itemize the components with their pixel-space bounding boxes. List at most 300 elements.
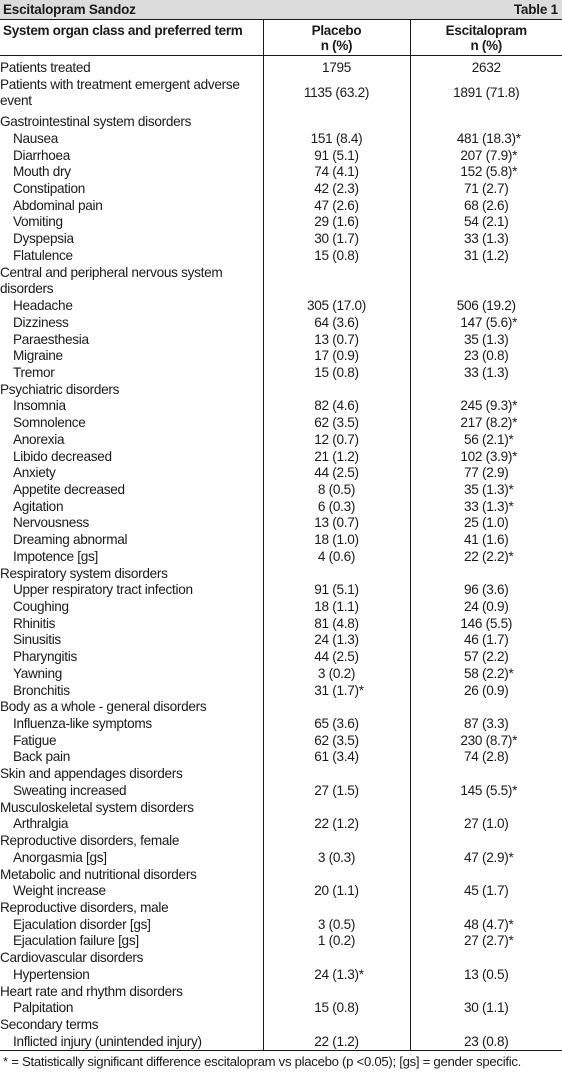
placebo-cell: 1795 (263, 60, 410, 77)
placebo-cell (263, 214, 410, 231)
significance-marker: * (512, 314, 518, 330)
escitalopram-cell-value-wrap (464, 632, 508, 647)
placebo-cell-value-wrap (318, 933, 355, 948)
term-cell: Back pain (13, 749, 70, 765)
summary-row (0, 60, 562, 77)
table-row (0, 883, 562, 900)
placebo-cell (263, 883, 410, 900)
placebo-cell (263, 231, 410, 248)
significance-marker: * (358, 682, 364, 698)
escitalopram-cell-value-wrap (464, 933, 514, 949)
significance-marker: * (512, 448, 518, 464)
term-cell: Pharyngitis (13, 649, 77, 665)
escitalopram-cell (410, 148, 562, 165)
term-cell: Ejaculation disorder [gs] (13, 916, 151, 932)
placebo-cell-empty (263, 833, 410, 850)
placebo-cell-value: 24 (1.3) (314, 966, 359, 982)
escitalopram-cell-value-wrap (464, 599, 508, 614)
table-row (0, 549, 562, 566)
escitalopram-cell-value: 35 (1.3) (464, 331, 509, 347)
term-cell: Abdominal pain (13, 197, 103, 213)
group-heading: Gastrointestinal system disorders (0, 114, 192, 130)
significance-marker: * (512, 782, 518, 798)
escitalopram-cell-value: 77 (2.9) (464, 465, 509, 481)
placebo-cell (263, 465, 410, 482)
escitalopram-cell-value: 23 (0.8) (464, 1033, 509, 1049)
table-row (0, 298, 562, 315)
placebo-cell-value: 17 (0.9) (314, 348, 359, 364)
table-row (0, 632, 562, 649)
placebo-cell-value: 3 (0.2) (317, 665, 356, 681)
escitalopram-cell (410, 549, 562, 566)
placebo-cell-value-wrap (318, 850, 355, 865)
escitalopram-cell (410, 967, 562, 984)
term-cell: Sweating increased (13, 782, 127, 798)
placebo-cell (263, 1000, 410, 1017)
table-row (0, 214, 562, 231)
placebo-cell-value-wrap (314, 465, 358, 480)
placebo-cell-value-wrap (314, 1034, 358, 1049)
placebo-cell (263, 348, 410, 365)
escitalopram-cell-value-wrap (464, 532, 508, 547)
table-row (0, 415, 562, 432)
placebo-cell-value-wrap (314, 198, 358, 213)
placebo-cell-value: 30 (1.7) (314, 231, 359, 247)
escitalopram-cell-value-wrap (464, 665, 514, 681)
table-row (0, 365, 562, 382)
placebo-cell-value-wrap (314, 398, 358, 413)
term-cell: Ejaculation failure [gs] (13, 933, 139, 949)
placebo-cell-value: 305 (17.0) (307, 298, 366, 314)
escitalopram-cell-value-wrap (464, 214, 508, 229)
placebo-cell-value: 31 (1.7) (314, 682, 359, 698)
placebo-cell-empty (263, 900, 410, 917)
column-header-placebo (263, 20, 410, 56)
escitalopram-cell-value: 48 (4.7) (464, 916, 509, 932)
escitalopram-cell-value-wrap (456, 130, 521, 146)
escitalopram-cell-empty (410, 382, 562, 399)
table-row (0, 749, 562, 766)
table-body (0, 56, 562, 1051)
placebo-cell-value-wrap (314, 966, 364, 982)
escitalopram-cell-value-wrap (464, 683, 508, 698)
placebo-cell-value-wrap (314, 415, 358, 430)
escitalopram-cell-value: 25 (1.0) (464, 515, 509, 531)
escitalopram-cell (410, 632, 562, 649)
table-row (0, 432, 562, 449)
escitalopram-cell-value: 33 (1.3) (464, 231, 509, 247)
significance-marker: * (508, 916, 514, 932)
placebo-cell (263, 164, 410, 181)
significance-marker: * (512, 415, 518, 431)
term-cell: Coughing (13, 599, 69, 614)
placebo-cell-value-wrap (314, 315, 358, 330)
escitalopram-cell (410, 1034, 562, 1051)
column-header-escitalopram-unit: n (%) (470, 38, 502, 53)
term-cell: Influenza-like symptoms (13, 716, 152, 732)
table-row (0, 198, 562, 215)
group-heading-row (0, 900, 562, 917)
placebo-cell-value-wrap (314, 1000, 358, 1015)
placebo-cell-value: 21 (1.2) (314, 448, 359, 464)
term-cell: Sinusitis (13, 632, 61, 648)
placebo-cell-value-wrap (318, 917, 355, 932)
table-header-row (0, 20, 562, 56)
significance-marker: * (508, 498, 514, 514)
placebo-cell (263, 917, 410, 934)
placebo-cell-value-wrap (314, 883, 358, 898)
group-heading-row (0, 1017, 562, 1034)
placebo-cell (263, 148, 410, 165)
placebo-cell-empty (263, 566, 410, 583)
table-row (0, 465, 562, 482)
escitalopram-cell-empty (410, 699, 562, 716)
significance-marker: * (508, 933, 514, 949)
placebo-cell-value-wrap (314, 599, 358, 614)
term-cell: Weight increase (13, 883, 106, 899)
term-cell: Constipation (13, 181, 85, 197)
placebo-cell-value-wrap (314, 432, 358, 447)
escitalopram-cell (410, 449, 562, 466)
escitalopram-cell-value: 31 (1.2) (464, 247, 509, 263)
placebo-cell (263, 398, 410, 415)
placebo-cell-value: 24 (1.3) (314, 632, 359, 648)
placebo-cell (263, 298, 410, 315)
term-cell: Palpitation (13, 1000, 74, 1016)
escitalopram-cell-value: 145 (5.5) (460, 782, 513, 798)
escitalopram-cell (410, 582, 562, 599)
document-title: Escitalopram Sandoz (3, 2, 136, 17)
escitalopram-cell-value: 74 (2.8) (464, 749, 509, 765)
adverse-events-table (0, 20, 562, 1051)
escitalopram-cell-value: 71 (2.7) (464, 181, 509, 197)
escitalopram-cell-value-wrap (464, 883, 508, 898)
placebo-cell (263, 332, 410, 349)
group-heading: Psychiatric disorders (0, 381, 120, 397)
summary-label: Patients treated (0, 60, 91, 75)
placebo-cell (263, 515, 410, 532)
placebo-cell (263, 683, 410, 700)
escitalopram-cell-value: 22 (2.2) (464, 548, 509, 564)
placebo-cell-value: 3 (0.3) (317, 849, 356, 865)
placebo-cell-value-wrap (314, 181, 358, 196)
escitalopram-cell-empty (410, 833, 562, 850)
table-row (0, 148, 562, 165)
placebo-cell-value: 6 (0.3) (317, 498, 356, 514)
escitalopram-cell (410, 432, 562, 449)
table-row (0, 599, 562, 616)
placebo-cell-value: 151 (8.4) (310, 130, 363, 146)
escitalopram-cell (410, 248, 562, 265)
escitalopram-cell (410, 917, 562, 934)
escitalopram-cell-value-wrap (460, 415, 518, 431)
escitalopram-cell-value-wrap (464, 198, 508, 213)
escitalopram-cell (410, 198, 562, 215)
group-heading: Musculoskeletal system disorders (0, 799, 194, 815)
escitalopram-cell-empty (410, 900, 562, 917)
placebo-cell-value-wrap (314, 816, 358, 831)
group-heading: Reproductive disorders, female (0, 833, 180, 849)
group-heading-row (0, 867, 562, 884)
escitalopram-cell (410, 1000, 562, 1017)
placebo-cell (263, 967, 410, 984)
table-row (0, 917, 562, 934)
placebo-cell (263, 1034, 410, 1051)
table-row (0, 398, 562, 415)
placebo-cell-value: 44 (2.5) (314, 465, 359, 481)
escitalopram-cell (410, 683, 562, 700)
term-cell: Somnolence (13, 415, 86, 431)
escitalopram-cell-value: 147 (5.6) (460, 314, 513, 330)
table-row (0, 716, 562, 733)
placebo-cell-value-wrap (314, 148, 358, 163)
group-heading-row (0, 833, 562, 850)
placebo-cell-value: 47 (2.6) (314, 197, 359, 213)
escitalopram-cell-value-wrap (460, 147, 518, 163)
placebo-cell-value: 20 (1.1) (314, 883, 359, 899)
escitalopram-cell-empty (410, 950, 562, 967)
table-row (0, 1000, 562, 1017)
group-heading-row (0, 766, 562, 783)
significance-marker: * (508, 665, 514, 681)
escitalopram-cell (410, 181, 562, 198)
escitalopram-cell (410, 733, 562, 750)
placebo-cell (263, 482, 410, 499)
placebo-cell (263, 315, 410, 332)
escitalopram-cell-value: 230 (8.7) (460, 732, 513, 748)
escitalopram-cell-value: 102 (3.9) (460, 448, 513, 464)
escitalopram-cell-empty (410, 265, 562, 298)
escitalopram-cell-value: 23 (0.8) (464, 348, 509, 364)
escitalopram-cell-value: 217 (8.2) (460, 415, 513, 431)
placebo-cell-value: 13 (0.7) (314, 331, 359, 347)
placebo-cell-empty (263, 984, 410, 1001)
placebo-cell-value: 22 (1.2) (314, 816, 359, 832)
escitalopram-cell (410, 348, 562, 365)
escitalopram-cell (410, 465, 562, 482)
placebo-cell-value: 3 (0.5) (317, 916, 356, 932)
escitalopram-cell-value-wrap (460, 732, 518, 748)
escitalopram-cell-value: 506 (19.2) (456, 298, 516, 314)
placebo-cell-value: 8 (0.5) (317, 481, 356, 497)
escitalopram-cell-value-wrap (464, 649, 508, 664)
placebo-cell-empty (263, 800, 410, 817)
group-heading: Central and peripheral nervous system disorders (0, 264, 223, 297)
placebo-cell-value: 44 (2.5) (314, 649, 359, 665)
group-heading: Body as a whole - general disorders (0, 699, 207, 715)
placebo-cell-value-wrap (314, 515, 358, 530)
escitalopram-cell-value-wrap (460, 448, 518, 464)
placebo-cell-empty (263, 382, 410, 399)
placebo-cell (263, 582, 410, 599)
significance-marker: * (515, 130, 521, 146)
escitalopram-cell-value-wrap (464, 181, 508, 196)
escitalopram-cell-value: 30 (1.1) (464, 1000, 509, 1016)
term-cell: Dyspepsia (13, 231, 74, 247)
placebo-cell-value-wrap (314, 783, 358, 798)
group-heading: Metabolic and nutritional disorders (0, 866, 197, 882)
escitalopram-cell (410, 666, 562, 683)
placebo-cell (263, 131, 410, 148)
placebo-cell (263, 449, 410, 466)
group-heading-row (0, 265, 562, 298)
placebo-cell-value: 29 (1.6) (314, 214, 359, 230)
group-heading-row (0, 566, 562, 583)
term-cell: Vomiting (13, 214, 63, 230)
table-row (0, 231, 562, 248)
placebo-cell-value-wrap (314, 164, 358, 179)
escitalopram-cell-value: 152 (5.8) (460, 164, 513, 180)
placebo-cell-value: 61 (3.4) (314, 749, 359, 765)
placebo-cell-value-wrap (314, 582, 358, 597)
escitalopram-cell-value-wrap (464, 967, 508, 982)
significance-marker: * (512, 732, 518, 748)
escitalopram-cell-value-wrap (457, 298, 516, 313)
placebo-cell-value: 4 (0.6) (317, 548, 356, 564)
term-cell: Inflicted injury (unintended injury) (0, 1034, 263, 1051)
placebo-cell-empty (263, 867, 410, 884)
escitalopram-cell (410, 499, 562, 516)
escitalopram-cell (410, 332, 562, 349)
placebo-cell-value-wrap (314, 649, 358, 664)
table-row (0, 248, 562, 265)
escitalopram-cell (410, 315, 562, 332)
placebo-cell (263, 432, 410, 449)
placebo-cell-empty (263, 1017, 410, 1034)
table-row (0, 666, 562, 683)
placebo-cell: 1135 (63.2) (263, 77, 410, 110)
placebo-cell-value-wrap (314, 348, 358, 363)
term-cell: Fatigue (13, 732, 57, 748)
escitalopram-cell-value-wrap (464, 332, 508, 347)
significance-marker: * (358, 966, 364, 982)
term-cell: Nervousness (13, 515, 90, 531)
summary-label: Patients with treatment emergent adverse event (0, 76, 240, 109)
escitalopram-cell-value: 47 (2.9) (464, 849, 509, 865)
placebo-cell-value: 62 (3.5) (314, 732, 359, 748)
escitalopram-cell (410, 515, 562, 532)
table-row (0, 967, 562, 984)
term-cell: Anorgasmia [gs] (13, 849, 107, 865)
placebo-cell-value: 82 (4.6) (314, 398, 359, 414)
placebo-cell-value: 74 (4.1) (314, 164, 359, 180)
table-row (0, 131, 562, 148)
escitalopram-cell (410, 231, 562, 248)
table-label: Table 1 (513, 2, 558, 17)
table-row (0, 649, 562, 666)
column-header-escitalopram-name: Escitalopram (445, 23, 527, 38)
table-row (0, 582, 562, 599)
significance-marker: * (508, 849, 514, 865)
placebo-cell (263, 499, 410, 516)
escitalopram-cell (410, 532, 562, 549)
placebo-cell-value: 81 (4.8) (314, 615, 359, 631)
column-header-escitalopram (410, 20, 562, 56)
escitalopram-cell-empty (410, 984, 562, 1001)
escitalopram-cell (410, 933, 562, 950)
term-cell: Libido decreased (13, 448, 112, 464)
term-cell: Paraesthesia (13, 331, 89, 347)
escitalopram-cell-value: 46 (1.7) (464, 632, 509, 648)
term-cell: Diarrhoea (13, 147, 70, 163)
table-row (0, 449, 562, 466)
table-row (0, 683, 562, 700)
placebo-cell-value-wrap (318, 482, 355, 497)
placebo-cell-value: 15 (0.8) (314, 247, 359, 263)
significance-marker: * (512, 398, 518, 414)
escitalopram-cell (410, 883, 562, 900)
escitalopram-cell-value-wrap (464, 582, 508, 597)
escitalopram-cell-empty (410, 800, 562, 817)
term-cell: Mouth dry (13, 164, 71, 180)
group-heading-row (0, 950, 562, 967)
summary-row (0, 77, 562, 110)
table-row (0, 933, 562, 950)
group-heading: Cardiovascular disorders (0, 950, 144, 966)
escitalopram-cell-value-wrap (464, 916, 514, 932)
placebo-cell-value-wrap (314, 682, 364, 698)
escitalopram-cell-value: 68 (2.6) (464, 197, 509, 213)
placebo-cell-value-wrap (318, 549, 355, 564)
placebo-cell (263, 749, 410, 766)
group-heading: Heart rate and rhythm disorders (0, 983, 183, 999)
placebo-cell-value-wrap (314, 532, 358, 547)
table-row (0, 164, 562, 181)
escitalopram-cell-value-wrap (464, 365, 508, 380)
escitalopram-cell (410, 482, 562, 499)
placebo-cell-empty (263, 950, 410, 967)
significance-marker: * (512, 147, 518, 163)
term-cell: Appetite decreased (13, 481, 125, 497)
placebo-cell (263, 783, 410, 800)
table-row (0, 515, 562, 532)
term-cell: Agitation (13, 498, 64, 514)
escitalopram-cell (410, 164, 562, 181)
escitalopram-cell-value-wrap (464, 231, 508, 246)
placebo-cell-value-wrap (314, 332, 358, 347)
placebo-cell (263, 850, 410, 867)
escitalopram-cell-value: 56 (2.1) (464, 431, 509, 447)
placebo-cell (263, 716, 410, 733)
term-cell: Hypertension (13, 966, 90, 982)
escitalopram-cell-empty (410, 566, 562, 583)
escitalopram-cell (410, 716, 562, 733)
escitalopram-cell-value-wrap (464, 849, 514, 865)
table-row (0, 733, 562, 750)
escitalopram-cell (410, 298, 562, 315)
term-cell: Tremor (13, 364, 55, 380)
term-cell: Insomnia (13, 398, 66, 414)
escitalopram-cell-value: 87 (3.3) (464, 716, 509, 732)
escitalopram-cell-value-wrap (460, 782, 518, 798)
escitalopram-cell-value: 24 (0.9) (464, 599, 509, 614)
escitalopram-cell-value-wrap (460, 314, 518, 330)
table-row (0, 532, 562, 549)
placebo-cell-value-wrap (314, 449, 358, 464)
significance-marker: * (508, 548, 514, 564)
placebo-cell-value-wrap (311, 131, 363, 146)
significance-marker: * (508, 481, 514, 497)
term-cell: Dizziness (13, 314, 69, 330)
placebo-cell (263, 816, 410, 833)
placebo-cell-value: 1 (0.2) (317, 933, 356, 949)
placebo-cell-value-wrap (314, 365, 358, 380)
group-heading: Secondary terms (0, 1016, 99, 1032)
placebo-cell-value-wrap (314, 231, 358, 246)
escitalopram-cell-value-wrap (464, 515, 508, 530)
escitalopram-cell-value-wrap (464, 248, 508, 263)
placebo-cell-value: 18 (1.1) (314, 599, 359, 614)
